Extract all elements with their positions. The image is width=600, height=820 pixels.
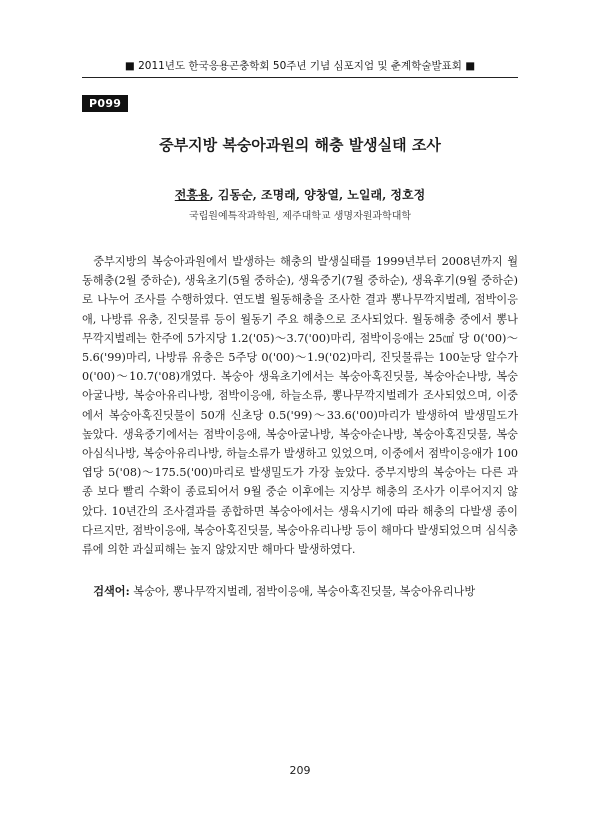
keywords-label: 검색어: [93, 584, 130, 598]
co-authors: , 김동순, 조명래, 양창열, 노일래, 정호정 [209, 188, 426, 202]
abstract-body: 중부지방의 복숭아과원에서 발생하는 해충의 발생실태를 1999년부터 2008년까지 월동해충(2월 중하순), 생육초기(5월 중하순), 생육중기(7월 중하순), 생육후기(9월 중하순)로 나누어 조사를 수행하였다. 연도별 월동해충을 조사한 결과 뽕나무깍지벌레, 점박이응애, 나방류 유충, 진딧물류 등이 월동기 주요 해충으로 조사되었다. 월동해충 중에서 뽕나무깍지벌레는 한주에 5가지당 1.2('05)～3.7('00)마리, 점박이응애는 25㎠ 당 0('00)～5.6('99)마리, 나방류 유충은 5주당 0('00)～1.9('02)마리, 진딧물류는 100눈당 알수가 0('00)～10.7('08)개였다. 복숭아 생육초기에서는 복숭아혹진딧물, 복숭아순나방, 복숭아굴나방, 복숭아유리나방, 점박이응애, 하늘소류, 뽕나무깍지벌레가 조사되었으며, 이중에서 복숭아혹진딧물이 50개 신초당 0.5('99)～33.6('00)마리가 발생하여 발생밀도가 높았다. 생육중기에서는 점박이응애, 복숭아굴나방, 복숭아순나방, 복숭아혹진딧물, 복숭아심식나방, 복숭아유리나방, 하늘소류가 발생하고 있었으며, 이중에서 점박이응애가 100엽당 5('08)～175.5('00)마리로 발생밀도가 가장 높았다. 중부지방의 복숭아는 다른 과종 보다 빨리 수확이 종료되어서 9월 중순 이후에는 지상부 해충의 조사가 이루어지지 않았다. 10년간의 조사결과를 종합하면 복숭아에서는 생육시기에 따라 해충의 다발생 종이 다르지만, 점박이응애, 복숭아혹진딧물, 복숭아유리나방 등이 해마다 발생되었으며 심식충류에 의한 과실피해는 높지 않았지만 해마다 발생하였다. [82, 255, 518, 557]
author-list [82, 186, 518, 203]
affiliation: 국립원예특작과학원, 제주대학교 생명자원과학대학 [188, 211, 412, 222]
page-number: 209 [289, 764, 311, 777]
keywords-list: 복숭아, 뽕나무깍지벌레, 점박이응애, 복숭아혹진딧물, 복숭아유리나방 [129, 585, 476, 598]
header-rule [82, 77, 518, 78]
paper-code-badge: P099 [82, 95, 128, 112]
presenting-author: 전흥용 [174, 188, 210, 202]
paper-title: 중부지방 복숭아과원의 해충 발생실태 조사 [159, 136, 441, 154]
keywords-line [82, 582, 518, 601]
conference-header: ■ 2011년도 한국응용곤충학회 50주년 기념 심포지엄 및 춘계학술발표회 ■ [124, 60, 476, 72]
